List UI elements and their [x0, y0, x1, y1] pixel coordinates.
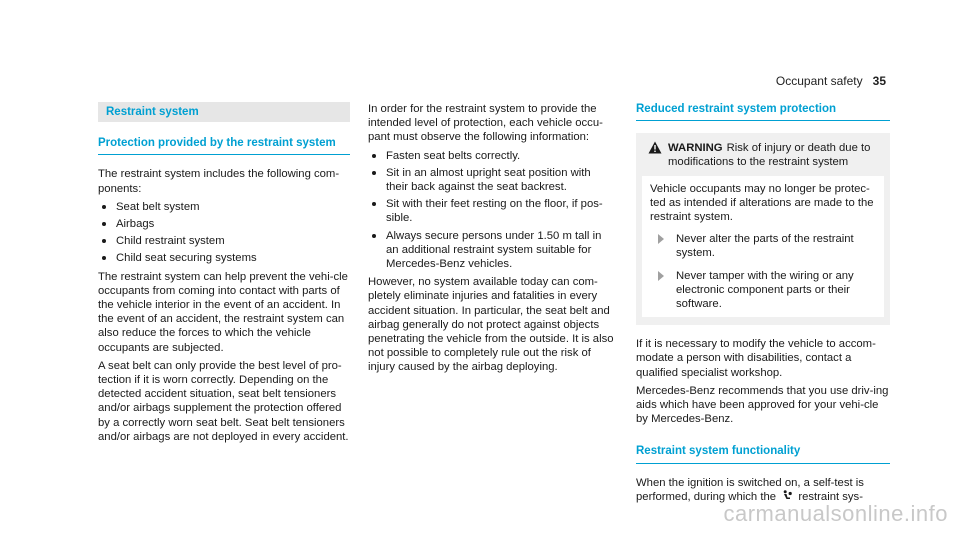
sub-heading-functionality: Restraint system functionality: [636, 444, 890, 463]
warning-box: [636, 133, 890, 325]
list-item: Airbags: [98, 217, 350, 231]
paragraph-however: However, no system available today can com-pletely eliminate injuries and fatalities in every accident situation. In particular, the seat belt and airbag generally do not protect against objects penetrating the vehicle from the outside. It is also not possible to completely rule out the risk of injury caused by the airbag deploying.: [368, 276, 614, 374]
list-item: Always secure persons under 1.50 m tall in an additional restraint system suitable for Mercedes-Benz vehicles.: [368, 229, 614, 272]
warning-step-text: Never tamper with the wiring or any electronic component parts or their software.: [676, 269, 854, 311]
column-2: [368, 102, 614, 379]
warning-body-text: Vehicle occupants may no longer be protec-ted as intended if alterations are made to the restraint system.: [650, 182, 874, 224]
functionality-text-end: restraint sys-: [798, 490, 863, 503]
paragraph-restraint-help: The restraint system can help prevent the vehi-cle occupants from coming into contact with parts of the vehicle interior in the event of an accident. In the event of an accident, the restraint system can also reduce the forces to which the vehicle occupants are subjected.: [98, 270, 348, 354]
page-section-title: Occupant safety: [775, 74, 863, 88]
list-item: Seat belt system: [98, 200, 350, 214]
paragraph-driving-aids: Mercedes-Benz recommends that you use driv-ing aids which have been approved for your vehi-cle by Mercedes-Benz.: [636, 384, 889, 426]
watermark: carmanualsonline.info: [723, 501, 948, 526]
component-list: [98, 200, 350, 266]
step-arrow-icon: [658, 234, 664, 244]
page-number: 35: [872, 74, 886, 88]
column-3: [636, 102, 890, 508]
warning-header: [644, 141, 882, 169]
intro-paragraph: The restraint system includes the following com-ponents:: [98, 168, 340, 195]
warning-step-text: Never alter the parts of the restraint system.: [676, 233, 854, 260]
warning-triangle-icon: [648, 141, 662, 154]
list-item: Sit with their feet resting on the floor, if pos-sible.: [368, 197, 614, 225]
warning-step: [650, 269, 876, 312]
warning-label: WARNING: [668, 142, 723, 155]
intro-paragraph: In order for the restraint system to provide the intended level of protection, each vehicle occu-pant must observe the following information:: [368, 103, 603, 144]
airbag-warning-icon: [782, 490, 792, 501]
section-title-bar: Restraint system: [98, 102, 350, 122]
paragraph-disabilities: If it is necessary to modify the vehicle to accom-modate a person with disabilities, contact a qualified specialist workshop.: [636, 338, 876, 379]
paragraph-seat-belt: A seat belt can only provide the best level of pro-tection if it is worn correctly. Depending on the detected accident situation, seat belt tensioners and/or airbags supplement the protection offered by a correctly worn seat belt. Seat belt tensioners and/or airbags are not deployed in every accident.: [98, 359, 349, 443]
warning-step: [650, 232, 876, 260]
functionality-text-start: When the ignition is switched on, a self-test is performed, during which the: [636, 476, 864, 503]
paragraph-functionality: [636, 476, 890, 504]
page-header: [776, 74, 886, 88]
column-1: [98, 102, 350, 448]
list-item: Fasten seat belts correctly.: [368, 149, 614, 163]
step-arrow-icon: [658, 271, 664, 281]
warning-body: [642, 176, 884, 318]
sub-heading-reduced-protection: Reduced restraint system protection: [636, 102, 890, 121]
sub-heading-protection: Protection provided by the restraint system: [98, 136, 350, 155]
occupant-info-list: [368, 149, 614, 272]
list-item: Child restraint system: [98, 234, 350, 248]
warning-text: Risk of injury or death due to modifications to the restraint system: [668, 142, 871, 169]
list-item: Sit in an almost upright seat position with their back against the seat backrest.: [368, 166, 614, 194]
list-item: Child seat securing systems: [98, 251, 350, 265]
